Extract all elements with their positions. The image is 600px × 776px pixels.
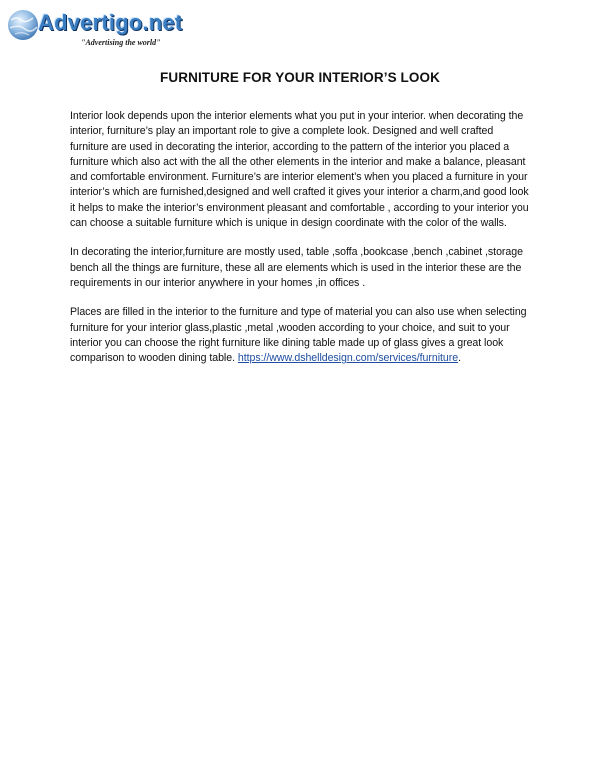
logo-brand-name: Advertigo.net (38, 10, 183, 35)
advertigo-logo[interactable] (5, 6, 183, 50)
furniture-link[interactable]: https://www.dshelldesign.com/services/furniture (237, 352, 459, 365)
paragraph-3 (70, 305, 532, 366)
paragraph-3-text: Places are filled in the interior to the furniture and type of material you can also use when selecting furniture for your interior glass,plastic ,metal ,wooden according to your choice, and suit to your interior you can choose the right furniture like dining table made up of glass gives a great look comparison to wooden dining table. (70, 306, 527, 365)
document-title: FURNITURE FOR YOUR INTERIOR’S LOOK (160, 70, 440, 85)
document-body (70, 109, 532, 380)
logo-tagline: "Advertising the world" (81, 38, 161, 47)
paragraph-2: In decorating the interior,furniture are mostly used, table ,soffa ,bookcase ,bench ,cabinet ,storage bench all the things are furniture, these all are elements which is used in the interior these are the requirements in our interior anywhere in your homes ,in offices . (70, 246, 523, 289)
paragraph-1: Interior look depends upon the interior elements what you put in your interior. when decorating the interior, furniture’s play an important role to give a complete look. Designed and well crafted furniture are used in decorating the interior, according to the pattern of the interior you placed a furniture which also act with the all the other elements in the interior and make a balance, pleasant and comfortable environment. Furniture’s are interior element’s when you placed a furniture in your interior’s which are furnished,designed and well crafted it gives your interior a charm,and good look it helps to make the interior’s environment pleasant and comfortable , according to your interior you can choose a suitable furniture which is unique in design coordinate with the color of the walls. (70, 110, 529, 230)
paragraph-3-end: . (458, 352, 461, 365)
